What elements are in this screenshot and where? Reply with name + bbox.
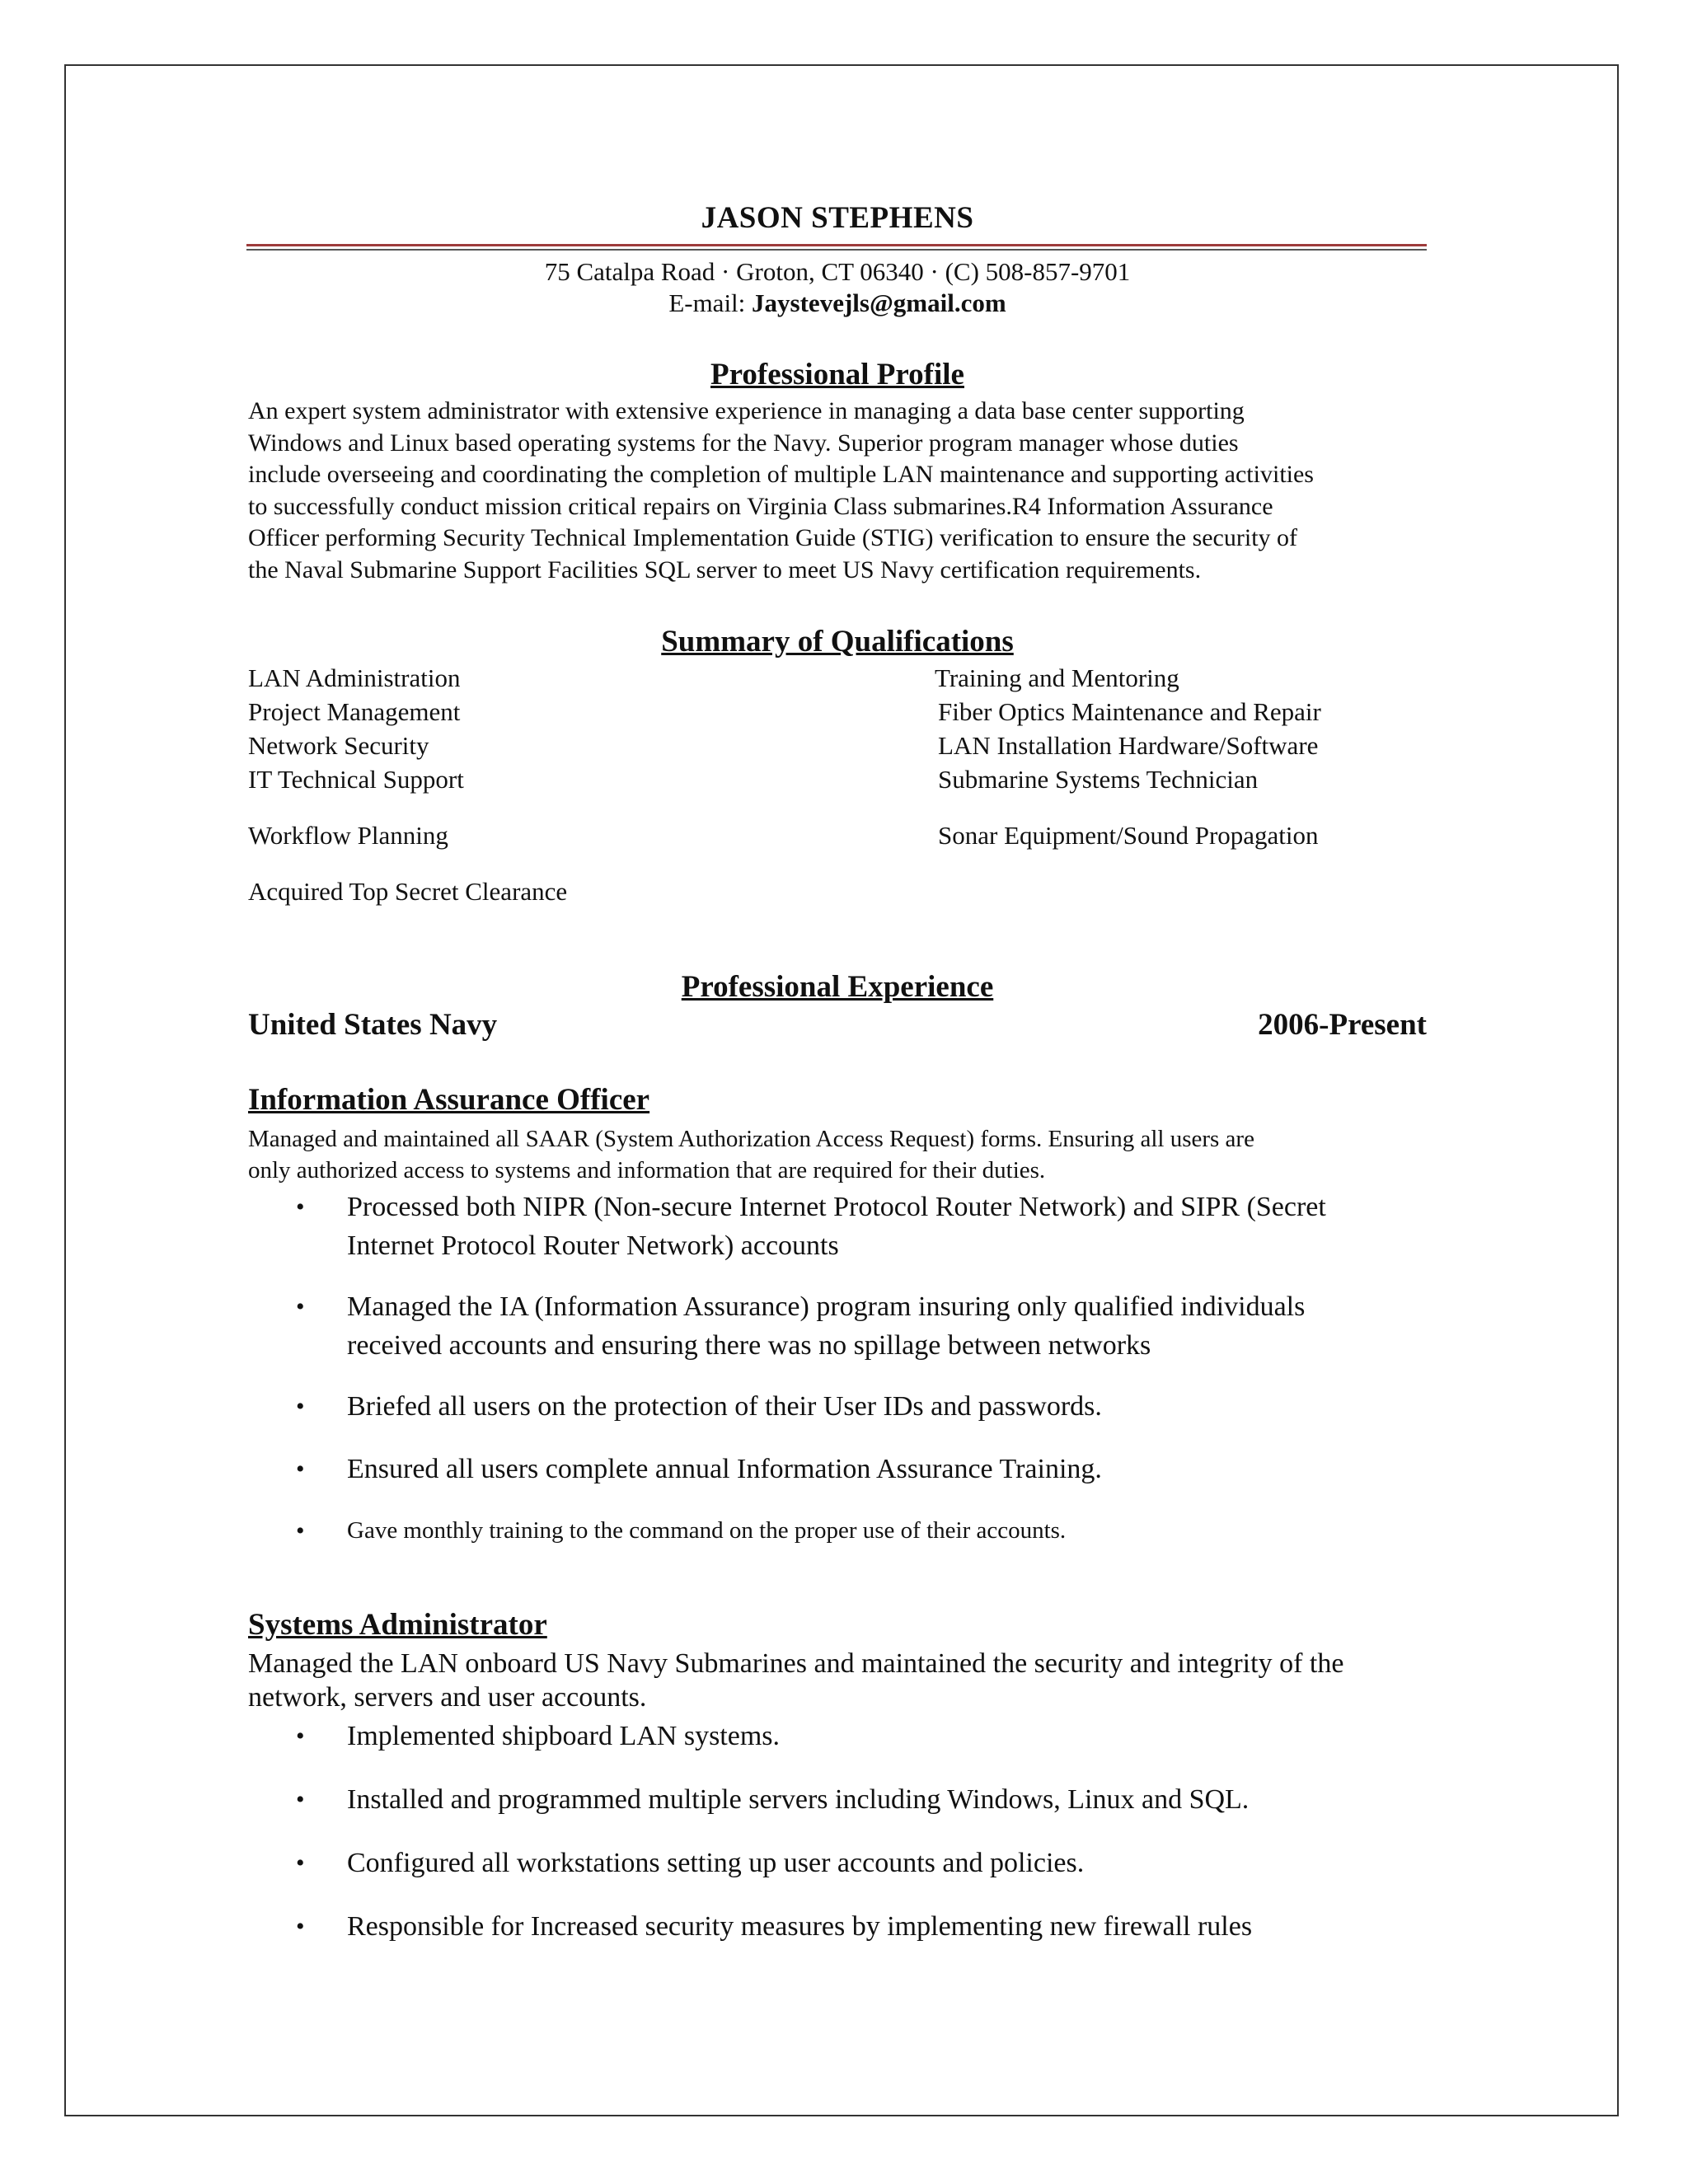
- profile-line: to successfully conduct mission critical repairs on Virginia Class submarines.R4 Information Assurance: [248, 492, 1273, 520]
- job-bullet: [248, 1717, 1451, 1755]
- qualification-item: Workflow Planning: [248, 821, 448, 850]
- job-summary-line: Managed and maintained all SAAR (System Authorization Access Request) forms. Ensuring all users are: [248, 1126, 1254, 1152]
- profile-line: include overseeing and coordinating the completion of multiple LAN maintenance and supporting activities: [248, 461, 1314, 488]
- bullet-glyph: •: [296, 1393, 305, 1420]
- job-bullet: [248, 1511, 1451, 1550]
- bullet-line: Installed and programmed multiple servers including Windows, Linux and SQL.: [347, 1784, 1250, 1815]
- profile-line: Officer performing Security Technical Implementation Guide (STIG) verification to ensure the security of: [248, 524, 1298, 551]
- job-bullet: [248, 1907, 1451, 1946]
- bullet-line: Processed both NIPR (Non-secure Internet Protocol Router Network) and SIPR (Secret: [347, 1192, 1326, 1222]
- bullet-line: Briefed all users on the protection of their User IDs and passwords.: [347, 1391, 1102, 1422]
- qualification-item: Submarine Systems Technician: [938, 765, 1259, 794]
- contact-line: 75 Catalpa Road · Groton, CT 06340 · (C) 508-857-9701: [544, 257, 1131, 286]
- email-line: [248, 288, 1427, 318]
- bullet-glyph: •: [296, 1293, 305, 1320]
- qualification-item: Training and Mentoring: [935, 663, 1179, 692]
- bullet-glyph: •: [296, 1849, 305, 1877]
- qualification-item: IT Technical Support: [248, 765, 464, 794]
- qualifications-heading: Summary of Qualifications: [661, 625, 1014, 658]
- job-bullet: [248, 1450, 1451, 1488]
- job-summary: [248, 1123, 1443, 1186]
- bullet-line: Implemented shipboard LAN systems.: [347, 1721, 781, 1751]
- profile-text: [248, 396, 1443, 586]
- job-bullet-list: [248, 1188, 1451, 1550]
- job-bullet: [248, 1287, 1451, 1365]
- qualification-item: Fiber Optics Maintenance and Repair: [938, 697, 1321, 726]
- profile-line: An expert system administrator with extensive experience in managing a data base center supporting: [248, 397, 1245, 424]
- qualification-item: Project Management: [248, 697, 461, 726]
- resume-name: JASON STEPHENS: [701, 201, 974, 235]
- qualification-item: LAN Administration: [248, 663, 461, 692]
- email-label: E-mail:: [668, 288, 753, 317]
- qualification-item: Network Security: [248, 731, 429, 760]
- job-summary-line: only authorized access to systems and information that are required for their duties.: [248, 1157, 1046, 1183]
- bullet-glyph: •: [296, 1913, 305, 1940]
- job-bullet: [248, 1780, 1451, 1819]
- job-bullet-list: [248, 1717, 1451, 1946]
- job-summary: [248, 1647, 1443, 1714]
- bullet-line: Internet Protocol Router Network) accounts: [347, 1230, 839, 1261]
- header-rule-red: [246, 244, 1427, 246]
- job-bullet: [248, 1387, 1451, 1426]
- profile-heading: Professional Profile: [710, 358, 964, 391]
- bullet-line: Ensured all users complete annual Information Assurance Training.: [347, 1454, 1102, 1484]
- qualification-item: Sonar Equipment/Sound Propagation: [938, 821, 1319, 850]
- bullet-glyph: •: [296, 1193, 305, 1221]
- bullet-glyph: •: [296, 1455, 305, 1483]
- bullet-line: Managed the IA (Information Assurance) program insuring only qualified individuals: [347, 1291, 1306, 1322]
- bullet-line: Gave monthly training to the command on the proper use of their accounts.: [347, 1517, 1067, 1544]
- employer-name: United States Navy: [248, 1008, 498, 1042]
- job-bullet: [248, 1188, 1451, 1265]
- profile-line: the Naval Submarine Support Facilities SQL server to meet US Navy certification requirements.: [248, 555, 1202, 583]
- header-rule-dark: [246, 249, 1427, 251]
- job-title: Information Assurance Officer: [248, 1083, 650, 1117]
- bullet-line: Responsible for Increased security measures by implementing new firewall rules: [347, 1911, 1253, 1942]
- employer-row: [248, 1007, 1427, 1043]
- email-address: Jaystevejls@gmail.com: [752, 288, 1006, 317]
- bullet-glyph: •: [296, 1786, 305, 1813]
- job-title: Systems Administrator: [248, 1608, 547, 1642]
- job-summary-line: Managed the LAN onboard US Navy Submarines and maintained the security and integrity of the: [248, 1648, 1344, 1679]
- bullet-line: Configured all workstations setting up user accounts and policies.: [347, 1848, 1085, 1878]
- profile-line: Windows and Linux based operating systems for the Navy. Superior program manager whose duties: [248, 429, 1239, 457]
- bullet-line: received accounts and ensuring there was no spillage between networks: [347, 1330, 1151, 1361]
- experience-heading: Professional Experience: [681, 970, 994, 1004]
- job-summary-line: network, servers and user accounts.: [248, 1682, 647, 1713]
- bullet-glyph: •: [296, 1517, 305, 1544]
- qualification-item: LAN Installation Hardware/Software: [938, 731, 1319, 760]
- job-bullet: [248, 1844, 1451, 1882]
- employment-dates: 2006-Present: [1258, 1008, 1427, 1042]
- bullet-glyph: •: [296, 1722, 305, 1750]
- qualification-item: Acquired Top Secret Clearance: [248, 877, 568, 906]
